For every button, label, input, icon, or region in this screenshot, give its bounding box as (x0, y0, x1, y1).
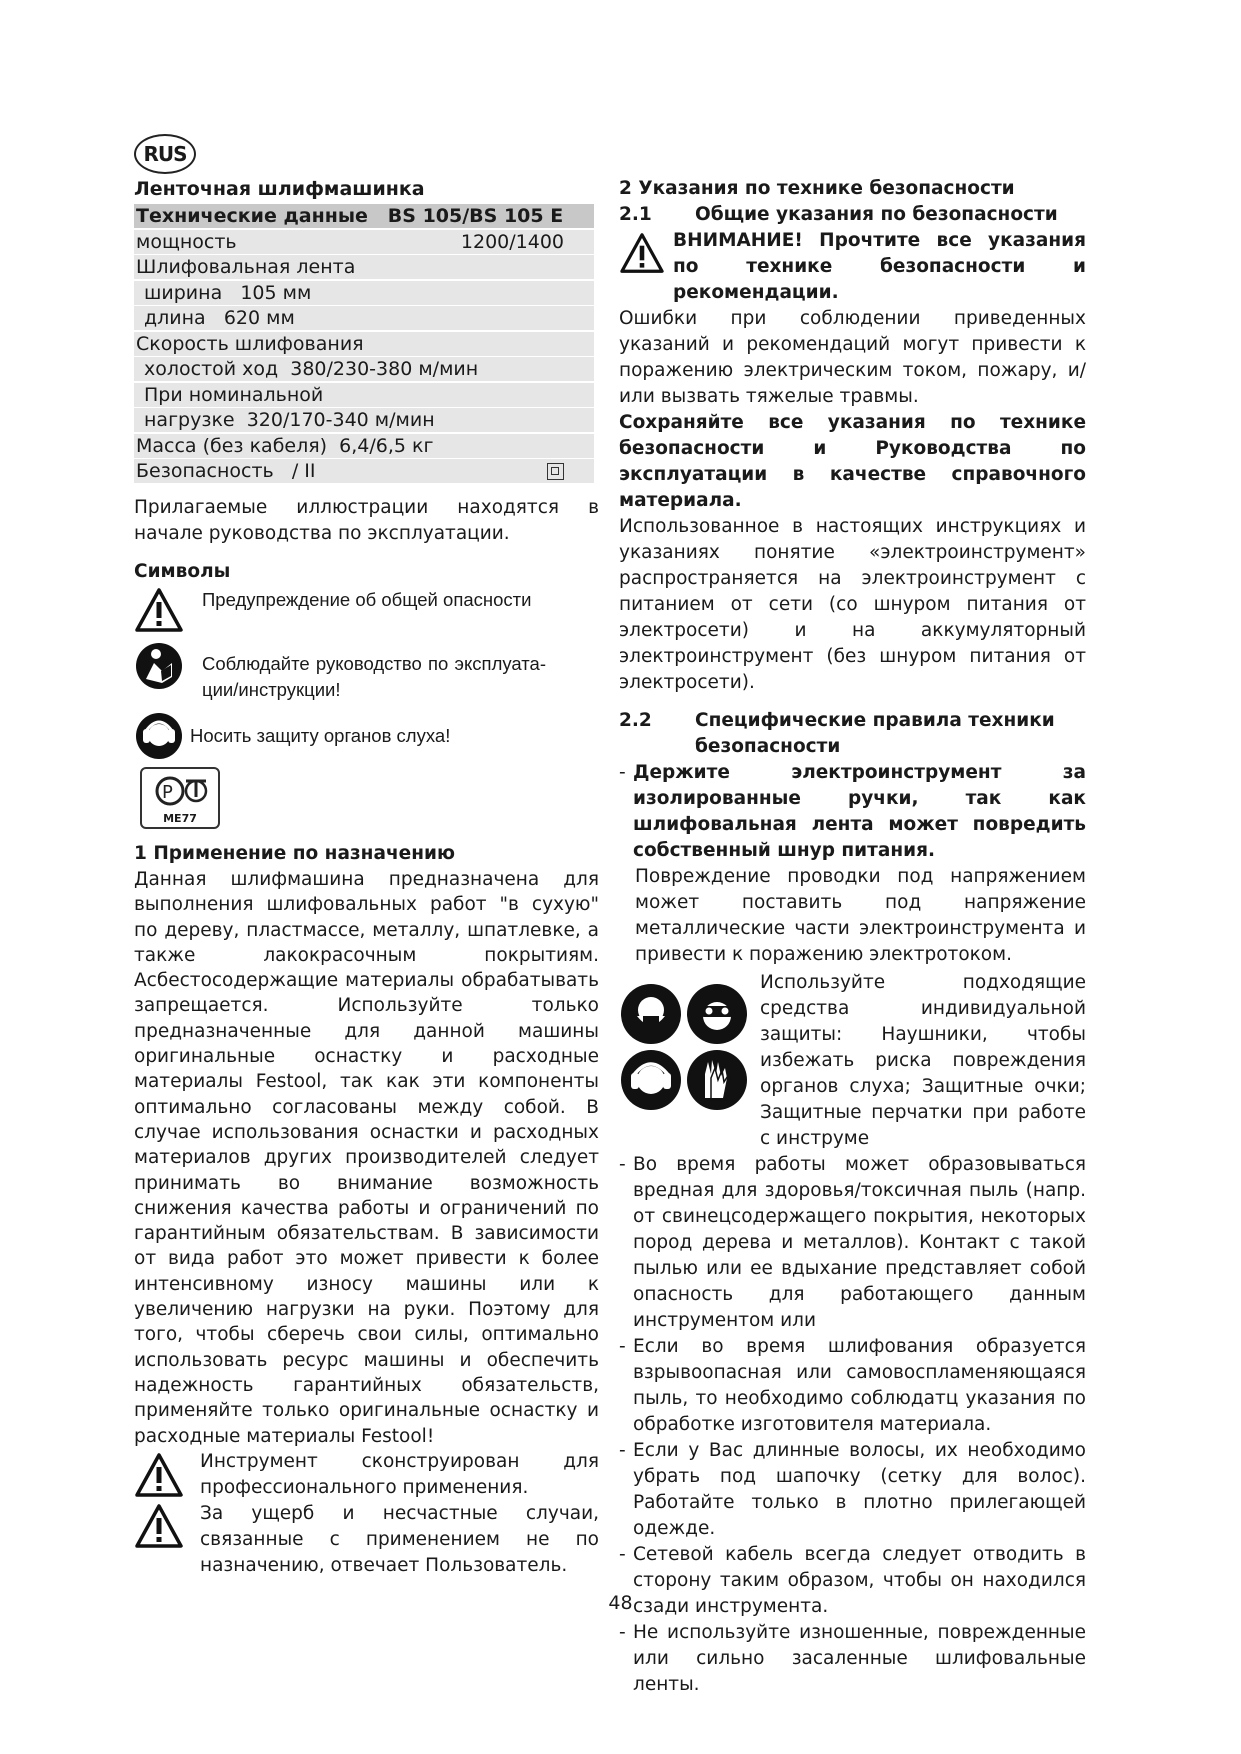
spec-row-mass (134, 434, 594, 458)
ear-protection-icon (621, 1050, 681, 1110)
safety-item-4-text: Если у Вас длинные волосы, их необходимо убрать под шапочку (сетку для волос). Работайте только в плотно прилегающей одежде. (633, 1440, 1086, 1539)
list-dash: - (619, 1154, 626, 1175)
symbol-manual-text: Соблюдайте руководство по эксплуата-ции/инструкции! (202, 653, 546, 700)
ear-protection-icon (134, 711, 184, 761)
spec-belt-label: Шлифовальная лента (136, 256, 356, 278)
section-2-1-heading (619, 202, 1086, 228)
safety-item-5-text: Сетевой кабель всегда следует отводить в сторону таким образом, чтобы он находился сзади инструмента. (633, 1544, 1086, 1617)
spec-row-speed (134, 332, 594, 356)
section-1-heading: 1 Применение по назначению (134, 843, 455, 864)
spec-nominal-2: нагрузке 320/170-340 м/мин (144, 409, 435, 431)
safety-item-1-text: Повреждение проводки под напряжением может поставить под напряжение металлические части электроинструмента и привести к поражению электротоком. (635, 866, 1086, 965)
section-2-1-number: 2.1 (619, 204, 652, 225)
safety-item-6-text: Не используйте изношенные, поврежденные или сильно засаленные шлифовальные ленты. (633, 1622, 1086, 1695)
warning-liability-row (134, 1501, 599, 1579)
safety-item-4 (619, 1438, 1086, 1542)
right-column (619, 176, 1086, 1698)
document-title: Ленточная шлифмашинка (134, 178, 425, 200)
spec-idle: холостой ход 380/230-380 м/мин (144, 358, 479, 380)
section-1-text: Данная шлифмашина предназначена для выполнения шлифовальных работ "в сухую" по дереву, пластмассе, металлу, шпатлевке, а также лакокрасочным покрытиям. Асбестосодержащие материалы обрабатывать запрещается. Используйте только предназначенные для данной машины оригинальные оснастку и расходные материалы Festool, так как эти компоненты оптимально согласованы между собой. В случае использования оснастки и расходных материалов других производителей следует принимать во внимание возможность снижения качества работы и ограничений по гарантийным обязательствам. В зависимости от вида работ это может привести к более интенсивному износу машины или к увеличению нагрузки на руки. Поэтому для того, чтобы сберечь свои силы, оптимально использовать ресурс машины и обеспечить надежность гарантийных обязательств, применяйте только оригинальные оснастку и расходные материалы Festool! (134, 869, 599, 1447)
warning-triangle-icon (134, 587, 184, 633)
section-2-2-number: 2.2 (619, 710, 652, 731)
spec-row-belt (134, 255, 594, 279)
spec-row-nominal (134, 383, 594, 407)
spec-row-width (134, 281, 594, 305)
warning-triangle-icon (134, 1503, 184, 1549)
ppe-icons (619, 982, 751, 1152)
section-2-1-title: Общие указания по безопасности (695, 204, 1058, 225)
respirator-icon (621, 984, 681, 1044)
warning-triangle-icon (619, 232, 665, 274)
spec-header-model: BS 105/BS 105 E (387, 205, 564, 227)
symbol-ear-text: Носить защиту органов слуха! (190, 725, 451, 746)
spec-mass: Масса (без кабеля) 6,4/6,5 кг (136, 434, 434, 457)
symbols-heading: Символы (134, 561, 231, 582)
spec-row-nominal-load (134, 408, 594, 432)
safety-item-3 (619, 1334, 1086, 1438)
certification-mark (140, 767, 220, 829)
symbol-warning-row (134, 587, 599, 633)
spec-width: ширина 105 мм (144, 281, 312, 304)
spec-row-safety (134, 459, 594, 483)
safety-item-3-text: Если во время шлифования образуется взрывоопасная или самовоспламеняющаяся пыль, то необходимо соблюдатц указания по обработке изготовителя материала. (633, 1336, 1086, 1435)
illustrations-note: Прилагаемые иллюстрации находятся в начале руководства по эксплуатации. (134, 497, 599, 544)
page-number: 48 (608, 1592, 633, 1614)
section-2-heading: 2 Указания по технике безопасности (619, 178, 1015, 199)
spec-power-value: 1200/1400 (460, 230, 564, 253)
warning-professional-row (134, 1449, 599, 1501)
list-dash: - (619, 1440, 626, 1461)
spec-row-idle (134, 357, 594, 381)
ppe-icon-grid (619, 982, 751, 1114)
spec-row-power (134, 230, 594, 254)
protection-class-icon (547, 463, 564, 480)
safety-item-6 (619, 1620, 1086, 1698)
safety-goggles-icon (687, 984, 747, 1044)
symbol-ear-row (134, 711, 599, 761)
read-manual-icon (134, 641, 184, 691)
errors-text: Ошибки при соблюдении приведенных указаний и рекомендаций могут привести к поражению электрическим током, пожару, и/или вызвать тяжелые травмы. (619, 308, 1086, 407)
warning-professional-text: Инструмент сконструирован для профессионального применения. (200, 1450, 599, 1498)
list-dash: - (619, 1336, 626, 1357)
power-tool-term-text: Использованное в настоящих инструкциях и указаниях понятие «электроинструмент» распространяется на электроинструмент с питанием от сети (со шнуром питания от электросети) и на аккумуляторный электроинструмент (без шнуром питания от электросети). (619, 516, 1086, 693)
warning-liability-text: За ущерб и несчастные случаи, связанные с применением не по назначению, отвечает Пользователь. (200, 1502, 599, 1576)
certification-code: ME77 (163, 812, 197, 825)
svg-text:P: P (162, 782, 173, 803)
symbol-manual-row (134, 641, 599, 703)
section-2-2-heading (619, 708, 1086, 760)
list-dash: - (619, 762, 626, 783)
language-badge: RUS (134, 134, 196, 174)
attention-text: ВНИМАНИЕ! Прочтите все указания по технике безопасности и рекомендации. (673, 230, 1086, 303)
spec-power-label: мощность (136, 230, 237, 253)
spec-nominal-1: При номинальной (144, 383, 324, 406)
safety-item-2 (619, 1152, 1086, 1334)
warning-triangle-icon (134, 1452, 184, 1498)
list-dash: - (619, 1544, 626, 1565)
keep-instructions-text: Сохраняйте все указания по технике безопасности и Руководства по эксплуатации в качестве справочного материала. (619, 412, 1086, 511)
symbol-warning-text: Предупреждение об общей опасности (202, 589, 532, 610)
ppe-text: Используйте подходящие средства индивидуальной защиты: Наушники, чтобы избежать риска повреждения органов слуха; Защитные очки; Защитные перчатки при работе с инструме (760, 972, 1086, 1149)
attention-row (619, 228, 1086, 306)
protective-gloves-icon (687, 1050, 747, 1110)
technical-data-table (134, 204, 594, 483)
safety-item-1-bold: Держите электроинструмент за изолированные ручки, так как шлифовальная лента может повредить собственный шнур питания. (633, 762, 1086, 861)
spec-safety: Безопасность / II (136, 460, 316, 482)
spec-header-row (134, 204, 594, 228)
section-2-2-title: Специфические правила техники безопасности (695, 710, 1055, 757)
spec-header-label: Технические данные (136, 205, 368, 227)
safety-item-2-text: Во время работы может образовываться вредная для здоровья/токсичная пыль (напр. от свинецсодержащего покрытия, некоторых пород дерева и металлов). Контакт с такой пылью или ее вдыхание представляет собой опасность для работающего данным инструментом или (633, 1154, 1086, 1331)
gost-r-logo-icon (142, 769, 218, 809)
safety-item-1 (619, 760, 1086, 864)
ppe-row (619, 970, 1086, 1152)
spec-speed-label: Скорость шлифования (136, 332, 364, 355)
list-dash: - (619, 1622, 626, 1643)
spec-length: длина 620 мм (144, 307, 295, 329)
spec-row-length (134, 306, 594, 330)
left-column (134, 176, 599, 1579)
